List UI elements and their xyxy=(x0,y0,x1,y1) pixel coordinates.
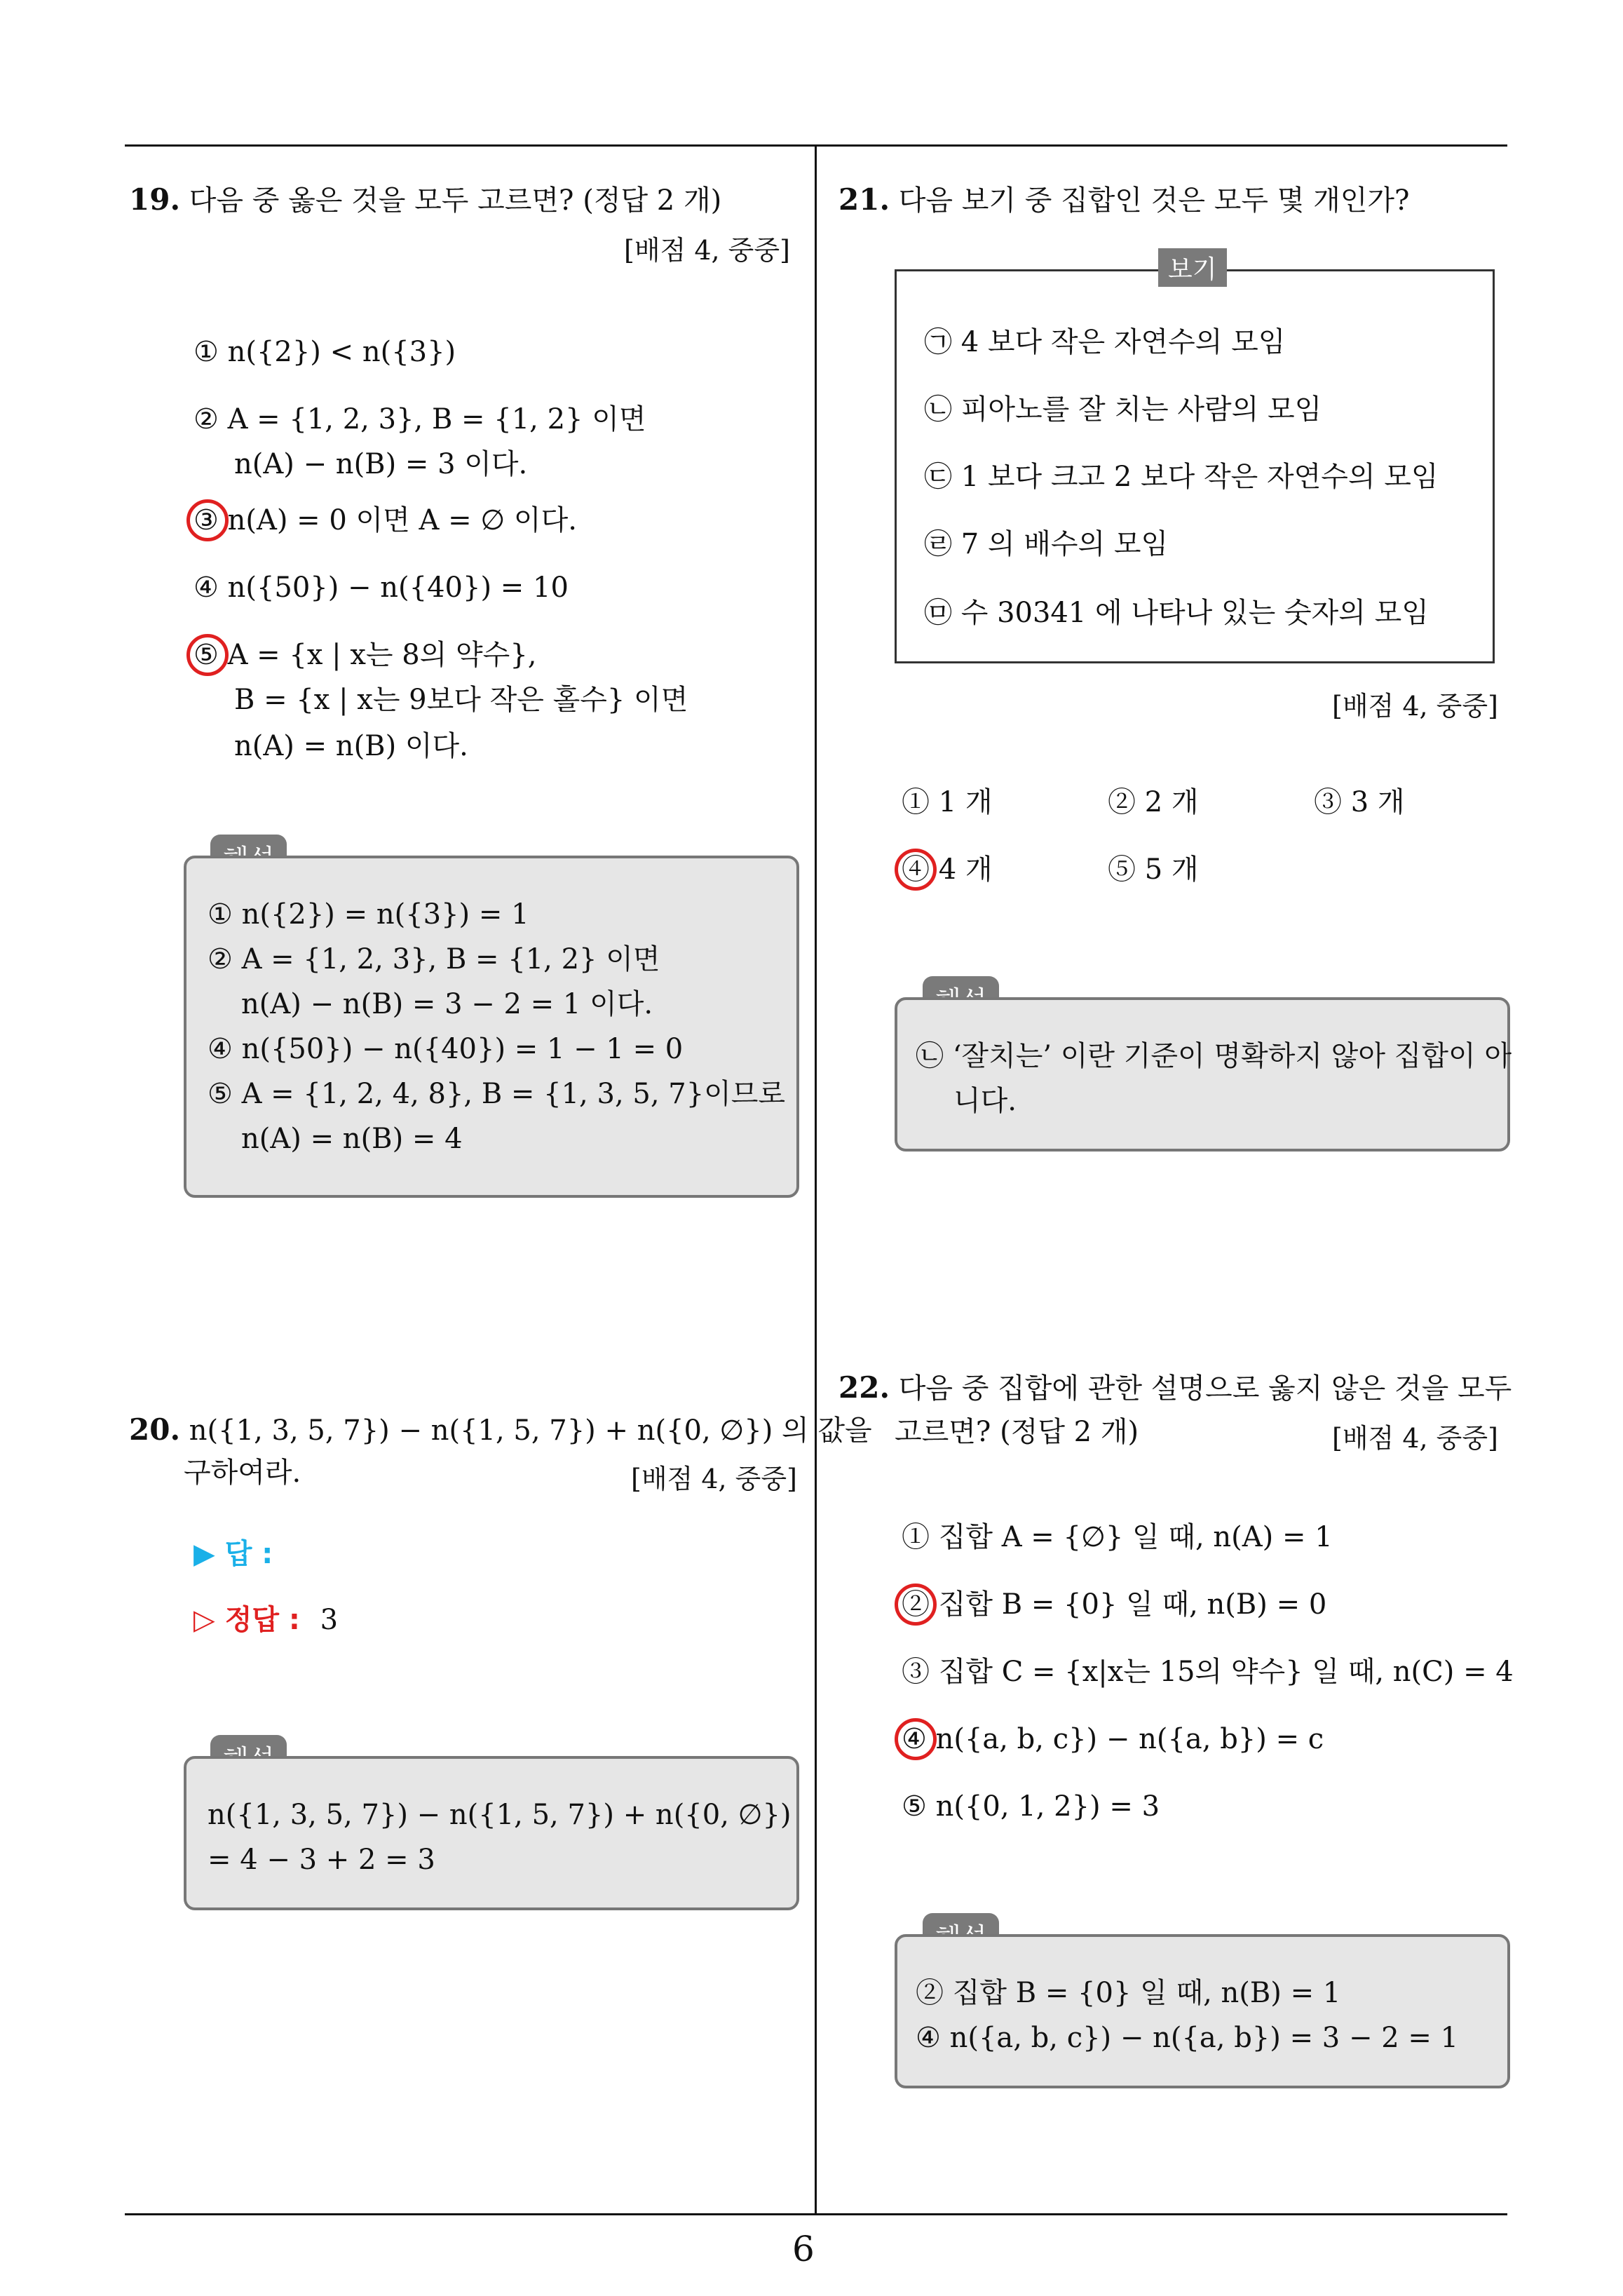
question-number: 20. xyxy=(129,1412,181,1447)
question-text-line2: 구하여라. xyxy=(184,1457,301,1489)
selected-mark xyxy=(895,1583,937,1626)
option-5-line3: n(A) = n(B) 이다. xyxy=(234,730,468,762)
selected-mark xyxy=(895,849,937,891)
correct-value: 3 xyxy=(320,1604,339,1636)
solution-line: = 4 − 3 + 2 = 3 xyxy=(208,1844,435,1876)
correct-label: ▷ 정답 : xyxy=(193,1604,300,1636)
option-4[interactable]: ④ n({50}) − n({40}) = 10 xyxy=(193,572,569,604)
question-text: n({1, 3, 5, 7}) − n({1, 5, 7}) + n({0, ∅}) 의 값을 xyxy=(189,1414,872,1447)
solution-line: n(A) = n(B) = 4 xyxy=(241,1123,463,1155)
question-text: 다음 보기 중 집합인 것은 모두 몇 개인가? xyxy=(898,184,1410,217)
page-number: 6 xyxy=(792,2229,815,2269)
question-21 xyxy=(838,182,1410,217)
option-1[interactable]: ① n({2}) < n({3}) xyxy=(193,336,456,368)
option-2[interactable]: ② 2 개 xyxy=(1108,786,1199,818)
question-number: 19. xyxy=(129,182,181,217)
correct-answer xyxy=(193,1603,338,1637)
option-3[interactable]: ③ 집합 C = {x|x는 15의 약수} 일 때, n(C) = 4 xyxy=(902,1656,1514,1688)
question-number: 22. xyxy=(838,1370,890,1405)
bottom-rule xyxy=(125,2213,1507,2215)
option-1[interactable]: ① 집합 A = {∅} 일 때, n(A) = 1 xyxy=(902,1521,1333,1553)
bogi-item: ㉠ 4 보다 작은 자연수의 모임 xyxy=(924,326,1286,358)
score-label: [배점 4, 중중] xyxy=(631,1464,797,1494)
solution-box xyxy=(895,1934,1510,2088)
score-label: [배점 4, 중중] xyxy=(1332,691,1498,722)
bogi-tab: 보기 xyxy=(1158,248,1227,287)
bogi-item: ㉢ 1 보다 크고 2 보다 작은 자연수의 모임 xyxy=(924,461,1439,493)
option-3[interactable]: ③ n(A) = 0 이면 A = ∅ 이다. xyxy=(193,504,577,536)
option-4[interactable]: ④ n({a, b, c}) − n({a, b}) = c xyxy=(902,1723,1324,1755)
solution-line: 니다. xyxy=(953,1085,1017,1117)
option-2[interactable]: ② 집합 B = {0} 일 때, n(B) = 0 xyxy=(902,1588,1327,1621)
score-label: [배점 4, 중중] xyxy=(624,235,790,266)
question-22 xyxy=(838,1370,1512,1405)
solution-line: ④ n({a, b, c}) − n({a, b}) = 3 − 2 = 1 xyxy=(916,2022,1459,2054)
option-3[interactable]: ③ 3 개 xyxy=(1314,786,1405,818)
question-text: 다음 중 집합에 관한 설명으로 옳지 않은 것을 모두 xyxy=(898,1372,1512,1405)
solution-line: n(A) − n(B) = 3 − 2 = 1 이다. xyxy=(241,988,653,1020)
option-2[interactable]: ② A = {1, 2, 3}, B = {1, 2} 이면 xyxy=(193,403,646,435)
selected-mark xyxy=(186,634,229,676)
option-2-line2: n(A) − n(B) = 3 이다. xyxy=(234,448,528,480)
option-1[interactable]: ① 1 개 xyxy=(902,786,993,818)
solution-line: ⑤ A = {1, 2, 4, 8}, B = {1, 3, 5, 7}이므로 xyxy=(208,1078,786,1110)
answer-input-label[interactable]: ▶ 답 : xyxy=(193,1538,273,1570)
solution-line: ② 집합 B = {0} 일 때, n(B) = 1 xyxy=(916,1977,1341,2009)
selected-mark xyxy=(895,1718,937,1760)
option-5[interactable]: ⑤ 5 개 xyxy=(1108,853,1199,886)
question-number: 21. xyxy=(838,182,890,217)
solution-line: ② A = {1, 2, 3}, B = {1, 2} 이면 xyxy=(208,943,660,975)
solution-box xyxy=(184,1756,799,1910)
solution-line: ④ n({50}) − n({40}) = 1 − 1 = 0 xyxy=(208,1033,684,1065)
selected-mark xyxy=(186,499,229,541)
solution-box xyxy=(895,997,1510,1152)
column-divider xyxy=(815,146,817,2215)
bogi-item: ㉡ 피아노를 잘 치는 사람의 모임 xyxy=(924,393,1322,426)
option-5[interactable]: ⑤ A = {x | x는 8의 약수}, xyxy=(193,639,537,671)
option-4[interactable]: ④ 4 개 xyxy=(902,853,993,886)
solution-line: ① n({2}) = n({3}) = 1 xyxy=(208,898,529,931)
question-20 xyxy=(129,1412,872,1447)
score-label: [배점 4, 중중] xyxy=(1332,1423,1498,1454)
option-5[interactable]: ⑤ n({0, 1, 2}) = 3 xyxy=(902,1790,1160,1823)
bogi-item: ㉤ 수 30341 에 나타나 있는 숫자의 모임 xyxy=(924,597,1429,629)
solution-line: ㉡ ‘잘치는’ 이란 기준이 명확하지 않아 집합이 아 xyxy=(916,1040,1512,1072)
question-text-line2: 고르면? (정답 2 개) xyxy=(895,1416,1139,1448)
option-5-line2: B = {x | x는 9보다 작은 홀수} 이면 xyxy=(234,684,688,716)
question-text: 다음 중 옳은 것을 모두 고르면? (정답 2 개) xyxy=(189,184,722,217)
solution-line: n({1, 3, 5, 7}) − n({1, 5, 7}) + n({0, ∅}) xyxy=(208,1799,792,1831)
question-19 xyxy=(129,182,721,217)
bogi-item: ㉣ 7 의 배수의 모임 xyxy=(924,528,1169,560)
